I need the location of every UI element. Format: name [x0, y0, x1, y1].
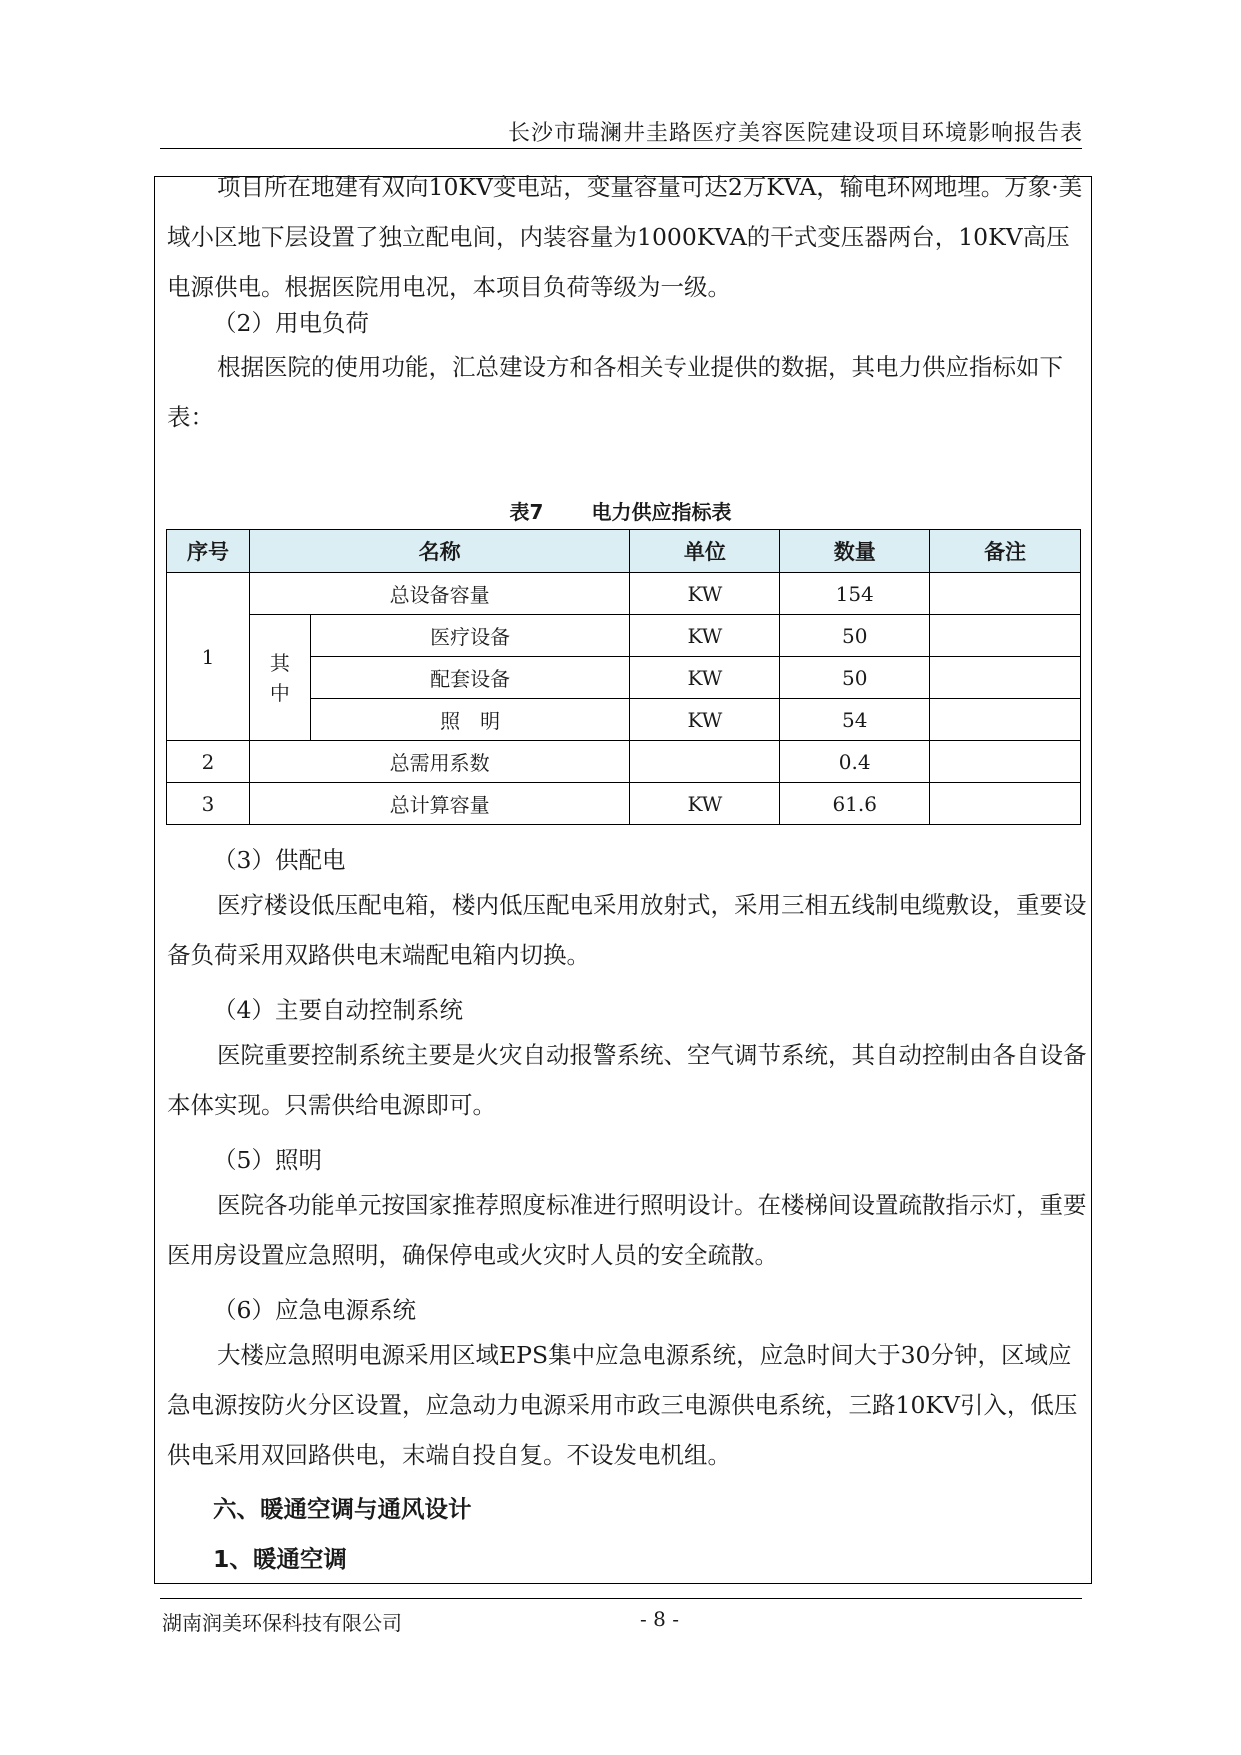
cell-note	[930, 573, 1081, 615]
paragraph-power-supply: 项目所在地建有双向10KV变电站，变量容量可达2万KVA，输电环网地埋。万象·美域小区地下层设置了独立配电间，内装容量为1000KVA的干式变压器两台，10KV高压电源供电。根据医院用电况，本项目负荷等级为一级。	[167, 173, 1083, 301]
footer-rule	[160, 1598, 1082, 1599]
table-row	[167, 615, 1081, 657]
subsection-heading-hvac: 1、暖通空调	[213, 1545, 347, 1573]
header-name: 名称	[249, 530, 630, 573]
cell-unit: KW	[630, 573, 780, 615]
cell-note	[930, 741, 1081, 783]
cell-name: 总设备容量	[249, 573, 630, 615]
cell-seq: 2	[167, 741, 250, 783]
cell-qty: 54	[780, 699, 930, 741]
header-qty: 数量	[780, 530, 930, 573]
cell-seq: 1	[167, 573, 250, 741]
cell-sub-label: 其 中	[249, 615, 310, 741]
table-header-row	[167, 530, 1081, 573]
cell-unit: KW	[630, 699, 780, 741]
cell-note	[930, 657, 1081, 699]
header-note: 备注	[930, 530, 1081, 573]
cell-name: 照 明	[310, 699, 630, 741]
cell-note	[930, 783, 1081, 825]
cell-qty: 50	[780, 657, 930, 699]
cell-seq: 3	[167, 783, 250, 825]
cell-qty: 154	[780, 573, 930, 615]
footer-company: 湖南润美环保科技有限公司	[162, 1611, 402, 1635]
table-number: 表7	[509, 500, 544, 524]
header-seq: 序号	[167, 530, 250, 573]
cell-name: 总计算容量	[249, 783, 630, 825]
cell-name: 总需用系数	[249, 741, 630, 783]
cell-unit: KW	[630, 615, 780, 657]
paragraph-auto-control: 医院重要控制系统主要是火灾自动报警系统、空气调节系统，其自动控制由各自设备本体实现。只需供给电源即可。	[167, 1041, 1087, 1119]
paragraph-distribution: 医疗楼设低压配电箱，楼内低压配电采用放射式，采用三相五线制电缆敷设，重要设备负荷采用双路供电末端配电箱内切换。	[167, 891, 1087, 969]
cell-note	[930, 699, 1081, 741]
subheading-power-load: （2）用电负荷	[213, 309, 369, 337]
subheading-emergency-power: （6）应急电源系统	[213, 1296, 416, 1324]
cell-unit: KW	[630, 657, 780, 699]
header-unit: 单位	[630, 530, 780, 573]
subheading-lighting: （5）照明	[213, 1146, 322, 1174]
table-caption	[0, 496, 1241, 525]
cell-unit: KW	[630, 783, 780, 825]
table-row	[167, 573, 1081, 615]
cell-unit	[630, 741, 780, 783]
cell-qty: 0.4	[780, 741, 930, 783]
paragraph-lighting: 医院各功能单元按国家推荐照度标准进行照明设计。在楼梯间设置疏散指示灯，重要医用房设置应急照明，确保停电或火灾时人员的安全疏散。	[167, 1191, 1087, 1269]
power-supply-table	[166, 529, 1081, 825]
paragraph-power-load: 根据医院的使用功能，汇总建设方和各相关专业提供的数据，其电力供应指标如下表：	[167, 353, 1063, 431]
subheading-distribution: （3）供配电	[213, 846, 346, 874]
cell-note	[930, 615, 1081, 657]
header-rule	[160, 148, 1082, 149]
subheading-auto-control: （4）主要自动控制系统	[213, 996, 463, 1024]
cell-qty: 50	[780, 615, 930, 657]
cell-name: 医疗设备	[310, 615, 630, 657]
document-header-title: 长沙市瑞澜井圭路医疗美容医院建设项目环境影响报告表	[507, 121, 1083, 146]
table-row	[167, 783, 1081, 825]
table-title: 电力供应指标表	[591, 500, 732, 524]
cell-qty: 61.6	[780, 783, 930, 825]
cell-name: 配套设备	[310, 657, 630, 699]
section-heading-hvac: 六、暖通空调与通风设计	[213, 1495, 472, 1523]
paragraph-emergency-power: 大楼应急照明电源采用区域EPS集中应急电源系统，应急时间大于30分钟，区域应急电源按防火分区设置，应急动力电源采用市政三电源供电系统，三路10KV引入，低压供电采用双回路供电，末端自投自复。不设发电机组。	[167, 1341, 1078, 1469]
table-row	[167, 741, 1081, 783]
page-number: - 8 -	[640, 1607, 679, 1631]
